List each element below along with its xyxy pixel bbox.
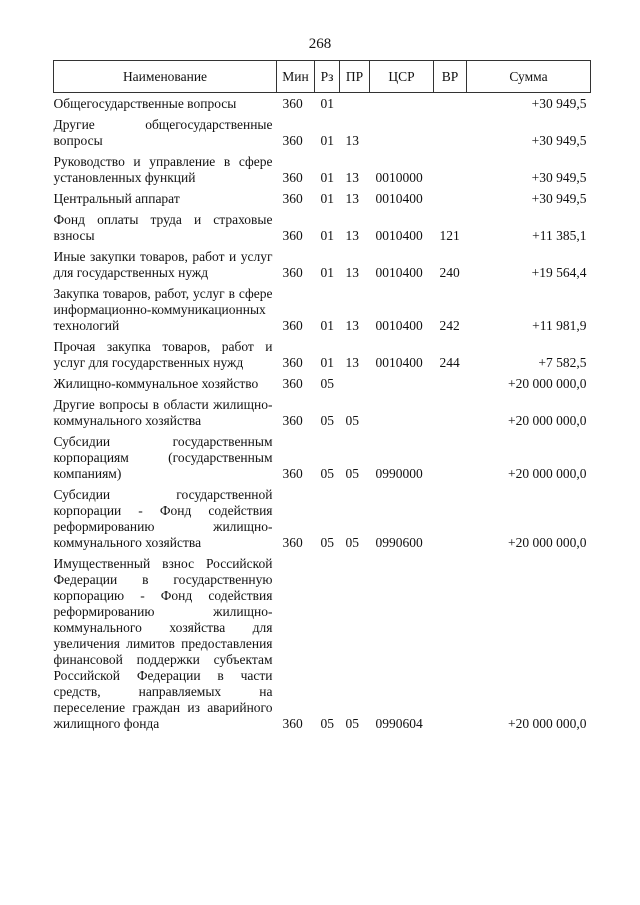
cell-pr: 05: [345, 535, 359, 550]
cell-rz: 05: [320, 413, 334, 428]
table-row: [54, 484, 591, 553]
cell-pr: 13: [345, 191, 359, 206]
cell-pr: 13: [345, 170, 359, 185]
cell-min: 360: [282, 716, 303, 731]
cell-pr: 05: [345, 716, 359, 731]
cell-sum: +19 564,4: [531, 265, 587, 280]
cell-rz: 01: [320, 133, 334, 148]
cell-pr: 13: [345, 265, 359, 280]
cell-min: 360: [282, 355, 303, 370]
header-sum: Сумма: [467, 61, 591, 93]
cell-min: 360: [282, 535, 303, 550]
cell-sum: +20 000 000,0: [508, 535, 587, 550]
header-name: Наименование: [54, 61, 277, 93]
cell-csr: 0990604: [375, 716, 423, 731]
cell-pr: 13: [345, 355, 359, 370]
cell-rz: 01: [320, 170, 334, 185]
cell-sum: +30 949,5: [531, 191, 587, 206]
cell-pr: 05: [345, 413, 359, 428]
cell-min: 360: [282, 318, 303, 333]
cell-min: 360: [282, 191, 303, 206]
header-pr: ПР: [340, 61, 370, 93]
cell-min: 360: [282, 228, 303, 243]
cell-csr: [370, 373, 434, 394]
table-row: [54, 394, 591, 431]
cell-rz: 01: [320, 191, 334, 206]
cell-name: Жилищно-коммунальное хозяйство: [53, 376, 259, 391]
table-row: [54, 151, 591, 188]
table-row: [54, 93, 591, 115]
table-row: [54, 553, 591, 734]
cell-pr: [340, 373, 370, 394]
cell-csr: 0010000: [375, 170, 423, 185]
cell-sum: +20 000 000,0: [508, 413, 587, 428]
cell-vr: [434, 114, 467, 151]
cell-sum: +30 949,5: [531, 170, 587, 185]
cell-sum: +11 981,9: [532, 318, 587, 333]
cell-sum: +11 385,1: [532, 228, 587, 243]
cell-rz: 01: [320, 228, 334, 243]
cell-min: 360: [282, 96, 303, 111]
cell-csr: 0010400: [375, 355, 423, 370]
cell-rz: 05: [320, 466, 334, 481]
cell-min: 360: [282, 466, 303, 481]
cell-rz: 05: [320, 376, 334, 391]
cell-csr: [370, 394, 434, 431]
cell-pr: 05: [345, 466, 359, 481]
cell-min: 360: [282, 376, 303, 391]
table-row: [54, 431, 591, 484]
cell-name: Субсидии государственной корпорации - Фонд содействия реформированию жилищно-коммунального хозяйства: [53, 487, 273, 550]
cell-sum: +30 949,5: [531, 96, 587, 111]
cell-name: Прочая закупка товаров, работ и услуг для государственных нужд: [53, 339, 273, 370]
cell-vr: [434, 93, 467, 115]
cell-rz: 01: [320, 318, 334, 333]
page-number: 268: [308, 36, 332, 52]
header-vr: ВР: [434, 61, 467, 93]
cell-vr: [434, 431, 467, 484]
cell-name: Субсидии государственным корпорациям (государственным компаниям): [53, 434, 273, 481]
cell-min: 360: [282, 170, 303, 185]
header-min: Мин: [277, 61, 315, 93]
cell-csr: 0990600: [375, 535, 423, 550]
cell-sum: +20 000 000,0: [508, 716, 587, 731]
cell-vr: 121: [439, 228, 460, 243]
cell-vr: 240: [439, 265, 460, 280]
cell-rz: 05: [320, 716, 334, 731]
cell-rz: 01: [320, 96, 334, 111]
cell-pr: [340, 93, 370, 115]
cell-rz: 05: [320, 535, 334, 550]
cell-name: Центральный аппарат: [53, 191, 180, 206]
table-header-row: [54, 61, 591, 93]
cell-min: 360: [282, 133, 303, 148]
cell-name: Руководство и управление в сфере установленных функций: [53, 154, 273, 185]
table-row: [54, 188, 591, 209]
header-csr: ЦСР: [370, 61, 434, 93]
table-row: [54, 336, 591, 373]
cell-pr: 13: [345, 228, 359, 243]
cell-name: Иные закупки товаров, работ и услуг для государственных нужд: [53, 249, 273, 280]
cell-sum: +7 582,5: [538, 355, 587, 370]
cell-name: Закупка товаров, работ, услуг в сфере информационно-коммуникационных технологий: [53, 286, 273, 333]
cell-name: Фонд оплаты труда и страховые взносы: [53, 212, 273, 243]
cell-vr: [434, 373, 467, 394]
cell-vr: [434, 484, 467, 553]
cell-vr: [434, 394, 467, 431]
cell-min: 360: [282, 413, 303, 428]
cell-csr: [370, 114, 434, 151]
cell-pr: 13: [345, 133, 359, 148]
cell-vr: 242: [439, 318, 460, 333]
cell-csr: 0010400: [375, 265, 423, 280]
table-row: [54, 246, 591, 283]
cell-csr: 0010400: [375, 228, 423, 243]
cell-name: Имущественный взнос Российской Федерации в государственную корпорацию - Фонд содействия реформированию жилищно-коммунального хозяйства для увеличения лимитов предоставления финансовой поддержки субъектам Российской Федерации в части средств, направляемых на переселение граждан из аварийного жилищного фонда: [53, 556, 273, 731]
cell-rz: 01: [320, 355, 334, 370]
cell-min: 360: [282, 265, 303, 280]
cell-csr: 0010400: [375, 191, 423, 206]
table-row: [54, 114, 591, 151]
cell-sum: +20 000 000,0: [508, 466, 587, 481]
cell-sum: +30 949,5: [531, 133, 587, 148]
cell-vr: [434, 151, 467, 188]
cell-vr: 244: [439, 355, 460, 370]
cell-name: Другие вопросы в области жилищно-коммунального хозяйства: [53, 397, 273, 428]
cell-name: Другие общегосударственные вопросы: [53, 117, 273, 148]
header-rz: Рз: [315, 61, 340, 93]
cell-pr: 13: [345, 318, 359, 333]
table-row: [54, 373, 591, 394]
table-row: [54, 283, 591, 336]
table-row: [54, 209, 591, 246]
cell-vr: [434, 553, 467, 734]
cell-rz: 01: [320, 265, 334, 280]
cell-vr: [434, 188, 467, 209]
cell-name: Общегосударственные вопросы: [53, 96, 237, 111]
cell-csr: 0010400: [375, 318, 423, 333]
cell-csr: [370, 93, 434, 115]
budget-table: [53, 60, 591, 734]
cell-csr: 0990000: [375, 466, 423, 481]
cell-sum: +20 000 000,0: [508, 376, 587, 391]
